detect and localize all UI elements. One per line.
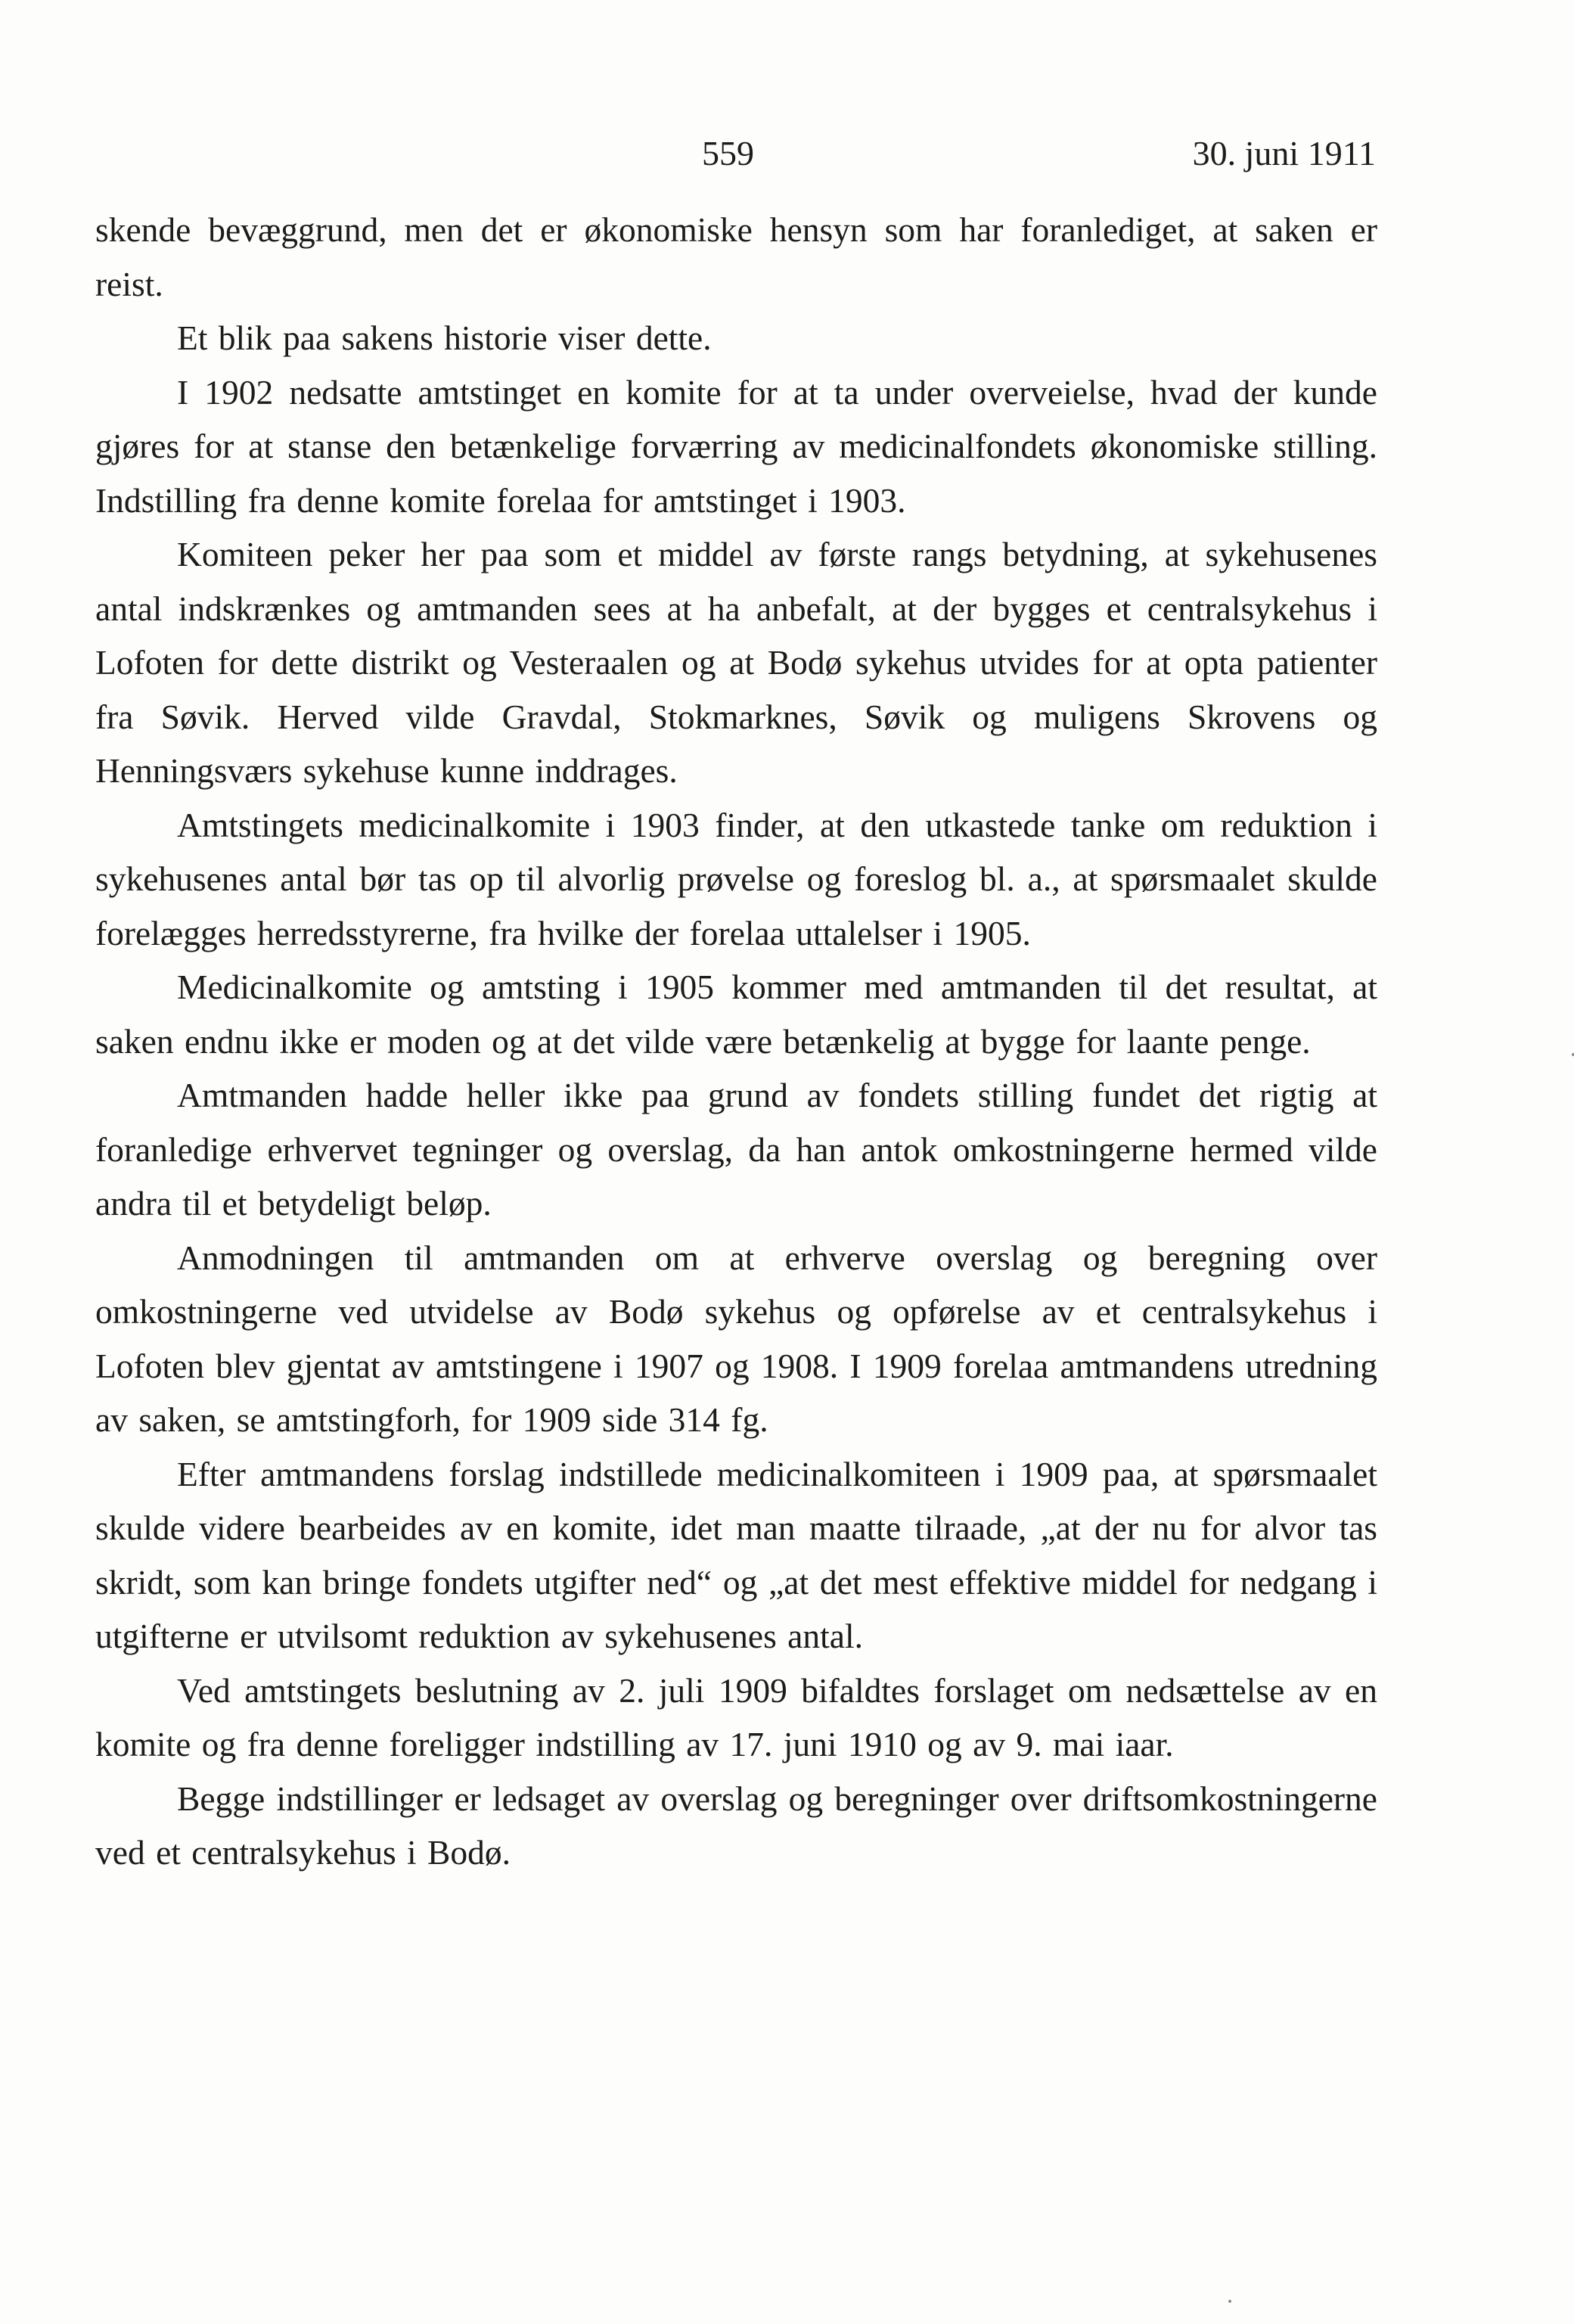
paragraph: Amtmanden hadde heller ikke paa grund av fondets stilling fundet det rigtig at foranledige erhvervet tegninger og overslag, da han antok omkostningerne hermed vilde andra til et betydeligt beløp.	[95, 1076, 1377, 1223]
paragraph: Et blik paa sakens historie viser dette.	[177, 318, 712, 357]
page-number: 559	[702, 134, 754, 172]
paragraph-continuation: skende bevæggrund, men det er økonomiske hensyn som har foranlediget, at saken er reist.	[95, 210, 1377, 303]
paragraph: Anmodningen til amtmanden om at erhverve overslag og beregning over omkostningerne ved utvidelse av Bodø sykehus og opførelse av et centralsykehus i Lofoten blev gjentat av amtstingene i 1907 og 1908. I 1909 forelaa amtmandens utredning av saken, se amtstingforh, for 1909 side 314 fg.	[95, 1238, 1377, 1439]
paragraph: Begge indstillinger er ledsaget av overslag og beregninger over driftsomkostningerne ved et centralsykehus i Bodø.	[95, 1779, 1377, 1872]
body-text	[95, 203, 1377, 1880]
paragraph: Medicinalkomite og amtsting i 1905 kommer med amtmanden til det resultat, at saken endnu ikke er moden og at det vilde være betænkelig at bygge for laante penge.	[95, 968, 1377, 1061]
page-header	[0, 127, 1574, 180]
paragraph: Amtstingets medicinalkomite i 1903 finder, at den utkastede tanke om reduktion i sykehusenes antal bør tas op til alvorlig prøvelse og foreslog bl. a., at spørsmaalet skulde forelægges herredsstyrerne, fra hvilke der forelaa uttalelser i 1905.	[95, 805, 1377, 952]
scan-speck	[1228, 2300, 1231, 2303]
paragraph: Efter amtmandens forslag indstillede medicinalkomiteen i 1909 paa, at spørsmaalet skulde videre bearbeides av en komite, idet man maatte tilraade, „at der nu for alvor tas skridt, som kan bringe fondets utgifter ned“ og „at det mest effektive middel for nedgang i utgifterne er utvilsomt reduktion av sykehusenes antal.	[95, 1454, 1377, 1655]
paragraph: Komiteen peker her paa som et middel av første rangs betydning, at sykehusenes antal indskrænkes og amtmanden sees at ha anbefalt, at der bygges et centralsykehus i Lofoten for dette distrikt og Vesteraalen og at Bodø sykehus utvides for at opta patienter fra Søvik. Herved vilde Gravdal, Stokmarknes, Søvik og muligens Skrovens og Henningsværs sykehuse kunne inddrages.	[95, 535, 1377, 790]
header-date: 30. juni 1911	[1192, 134, 1376, 172]
paragraph: Ved amtstingets beslutning av 2. juli 1909 bifaldtes forslaget om nedsættelse av en komite og fra denne foreligger indstilling av 17. juni 1910 og av 9. mai iaar.	[95, 1670, 1377, 1763]
paragraph: I 1902 nedsatte amtstinget en komite for at ta under overveielse, hvad der kunde gjøres for at stanse den betænkelige forværring av medicinalfondets økonomiske stilling. Indstilling fra denne komite forelaa for amtstinget i 1903.	[95, 372, 1377, 520]
